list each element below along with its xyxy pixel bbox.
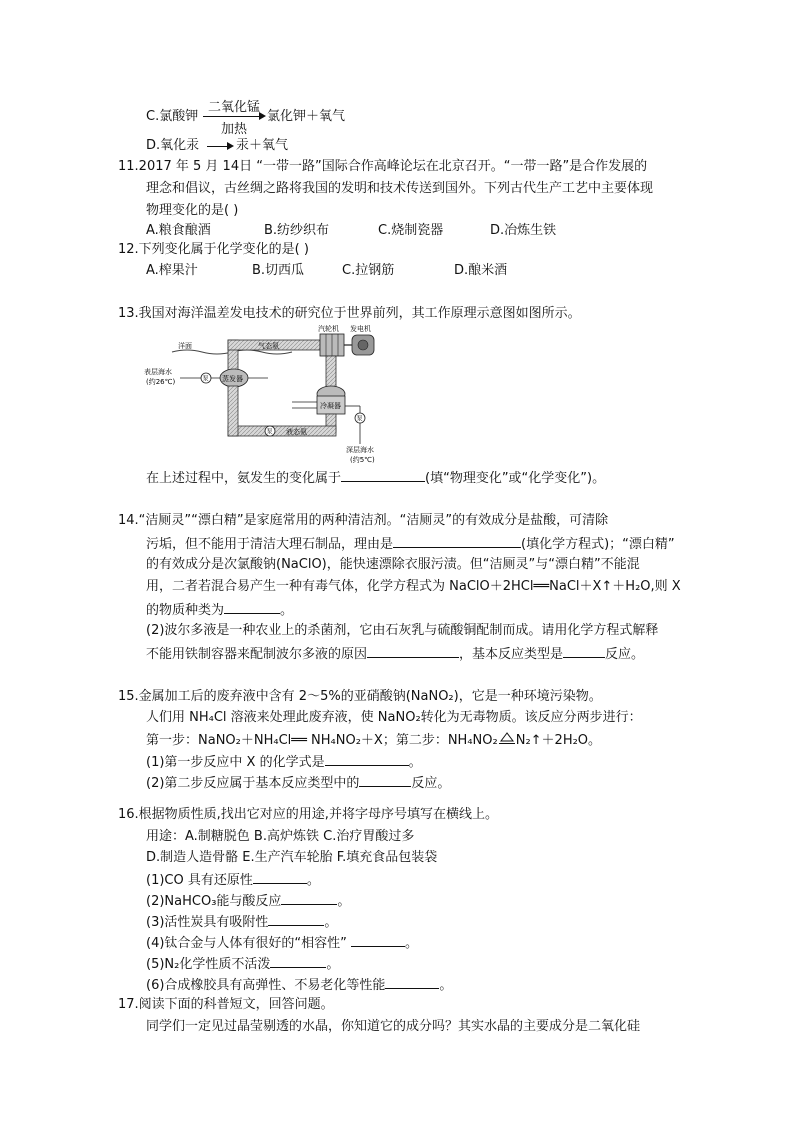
turbine-to-condenser-pipe [326, 356, 336, 390]
q11-option-a: A.粮食酿酒 [146, 223, 211, 238]
q15-sub1-text: (1)第一步反应中 X 的化学式是 [146, 755, 325, 770]
q16-item [146, 891, 350, 911]
q14-line1: 14.“洁厕灵”“漂白精”是家庭常用的两种清洁剂。“洁厕灵”的有效成分是盐酸，可清除 [118, 513, 609, 528]
answer-blank[interactable] [224, 600, 280, 614]
generator-label: 发电机 [350, 325, 371, 333]
answer-blank[interactable] [253, 870, 307, 884]
q12-option-d: D.酿米酒 [454, 263, 508, 278]
q15-sub2-end: 反应。 [411, 776, 451, 791]
q14-line4: 用，二者若混合易产生一种有毒气体，化学方程式为 NaClO＋2HCl══NaCl＋X↑＋H₂O,则 X [146, 579, 681, 594]
turbine-label: 汽轮机 [318, 325, 339, 333]
q14-line7 [146, 644, 644, 664]
q15-sub2-text: (2)第二步反应属于基本反应类型中的 [146, 776, 360, 791]
q15-line1: 15.金属加工后的废弃液中含有 2～5%的亚硝酸钠(NaNO₂)，它是一种环境污染物。 [118, 689, 602, 704]
q16-item [146, 912, 337, 932]
liquid-ammonia-label: 液态氨 [286, 428, 307, 436]
evaporator-return-pipe [228, 386, 238, 436]
q13-stem: 13.我国对海洋温差发电技术的研究位于世界前列，其工作原理示意图如图所示。 [118, 306, 581, 321]
sea-surface-label: 洋面 [178, 342, 192, 350]
heat-triangle-icon [498, 731, 516, 745]
q16-uses-line1: 用途：A.制糖脱色 B.高炉炼铁 C.治疗胃酸过多 [146, 829, 415, 844]
answer-blank[interactable] [268, 912, 324, 926]
q16-item-end: 。 [306, 873, 320, 888]
answer-blank[interactable] [385, 975, 439, 989]
q15-sub2 [146, 773, 450, 793]
surface-water-temp: (约26℃) [146, 378, 176, 386]
q10-option-d-label: D.氧化汞 [146, 138, 200, 153]
surface-water-label: 表层海水 [144, 368, 172, 376]
q16-item-end: 。 [439, 978, 453, 993]
q15-line3 [146, 731, 601, 750]
q16-item-end: 。 [337, 894, 351, 909]
q14-line5-end: 。 [280, 603, 294, 618]
q14-line2-text: 污垢，但不能用于清洁大理石制品，理由是 [146, 537, 394, 552]
q13-question-hint: (填“物理变化”或“化学变化”)。 [425, 471, 606, 486]
q16-item-text: (3)活性炭具有吸附性 [146, 915, 269, 930]
answer-blank[interactable] [341, 468, 425, 482]
q14-line7-text: 不能用铁制容器来配制波尔多液的原因 [146, 647, 368, 662]
q16-item-text: (6)合成橡胶具有高弹性、不易老化等性能 [146, 978, 386, 993]
answer-blank[interactable] [367, 644, 459, 658]
q10-option-c-label: C.氯酸钾 [146, 109, 199, 124]
q11-stem-line2: 理念和倡议，古丝绸之路将我国的发明和技术传送到国外。下列古代生产工艺中主要体现 [146, 181, 654, 196]
q11-option-c: C.烧制瓷器 [378, 223, 444, 238]
q15-step2-products: N₂↑＋2H₂O。 [515, 733, 602, 748]
svg-text:泵: 泵 [356, 415, 363, 423]
q10-option-c-condition: 加热 [220, 122, 247, 137]
answer-blank[interactable] [563, 644, 605, 658]
q12-option-a: A.榨果汁 [146, 263, 198, 278]
q10-option-c-products: 氯化钾＋氧气 [267, 109, 346, 124]
q14-line2 [146, 534, 675, 554]
q16-item [146, 870, 320, 890]
q14-line3: 的有效成分是次氯酸钠(NaClO)，能快速漂除衣服污渍。但“洁厕灵”与“漂白精”不能混 [146, 557, 640, 572]
answer-blank[interactable] [351, 933, 405, 947]
q16-item-end: 。 [326, 957, 340, 972]
reaction-arrow-head [227, 142, 234, 150]
deep-water-label: 深层海水 [346, 446, 374, 454]
q16-item-text: (5)N₂化学性质不活泼 [146, 957, 271, 972]
q16-item-end: 。 [324, 915, 338, 930]
q14-line5 [146, 600, 293, 620]
ammonia-gas-label: 气态氨 [258, 342, 279, 350]
q13-question [146, 468, 605, 488]
q15-sub1 [146, 752, 422, 772]
q16-item-text: (4)钛合金与人体有很好的“相容性” [146, 936, 352, 951]
answer-blank[interactable] [359, 773, 411, 787]
q14-line5-text: 的物质种类为 [146, 603, 225, 618]
liquid-ammonia-pipe [228, 426, 336, 436]
answer-blank[interactable] [281, 891, 337, 905]
q17-stem: 17.阅读下面的科普短文，回答问题。 [118, 997, 334, 1012]
q10-option-d-products: 汞＋氧气 [236, 138, 289, 153]
q12-option-c: C.拉钢筋 [342, 263, 395, 278]
reaction-arrow-line [203, 116, 261, 117]
q14-line6: (2)波尔多液是一种农业上的杀菌剂，它由石灰乳与硫酸铜配制而成。请用化学方程式解释 [146, 623, 659, 638]
q16-item [146, 933, 418, 953]
evaporator-label: 蒸发器 [222, 375, 243, 383]
q14-line2-hint: (填化学方程式)；“漂白精” [521, 537, 675, 552]
q16-stem: 16.根据物质性质,找出它对应的用途,并将字母序号填写在横线上。 [118, 807, 498, 822]
svg-text:泵: 泵 [266, 428, 273, 436]
q15-line2: 人们用 NH₄Cl 溶液来处理此废弃液，使 NaNO₂转化为无毒物质。该反应分两步进行： [146, 710, 642, 725]
q16-item-text: (1)CO 具有还原性 [146, 873, 253, 888]
answer-blank[interactable] [325, 752, 409, 766]
q13-question-text: 在上述过程中，氨发生的变化属于 [146, 471, 342, 486]
q14-line7-end: 反应。 [605, 647, 645, 662]
q11-stem-line1: 11.2017 年 5 月 14日 “一带一路”国际合作高峰论坛在北京召开。“一带一路”是合作发展的 [118, 159, 648, 174]
q11-stem-line3: 物理变化的是( ) [146, 203, 239, 218]
answer-blank[interactable] [393, 534, 521, 548]
q16-item [146, 954, 339, 974]
q12-stem: 12.下列变化属于化学变化的是( ) [118, 242, 309, 257]
q16-uses-line2: D.制造人造骨骼 E.生产汽车轮胎 F.填充食品包装袋 [146, 850, 438, 865]
q11-option-d: D.冶炼生铁 [490, 223, 557, 238]
q16-item [146, 975, 452, 995]
deep-water-temp: (约5℃) [350, 456, 375, 464]
answer-blank[interactable] [270, 954, 326, 968]
q15-sub1-end: 。 [408, 755, 422, 770]
q10-option-c-catalyst: 二氧化锰 [207, 100, 260, 115]
q14-line7-mid: ，基本反应类型是 [459, 647, 564, 662]
q11-option-b: B.纺纱织布 [264, 223, 330, 238]
q12-option-b: B.切西瓜 [252, 263, 305, 278]
q16-item-end: 。 [405, 936, 419, 951]
q16-item-text: (2)NaHCO₃能与酸反应 [146, 894, 282, 909]
q17-line1: 同学们一定见过晶莹剔透的水晶，你知道它的成分吗？其实水晶的主要成分是二氧化硅 [146, 1019, 641, 1034]
q15-step-equations: 第一步：NaNO₂＋NH₄Cl══ NH₄NO₂＋X；第二步：NH₄NO₂ [146, 733, 498, 748]
condenser-label: 冷凝器 [320, 402, 341, 410]
ocean-thermal-diagram [142, 322, 390, 468]
svg-text:泵: 泵 [202, 375, 209, 383]
reaction-arrow-line [207, 146, 229, 147]
